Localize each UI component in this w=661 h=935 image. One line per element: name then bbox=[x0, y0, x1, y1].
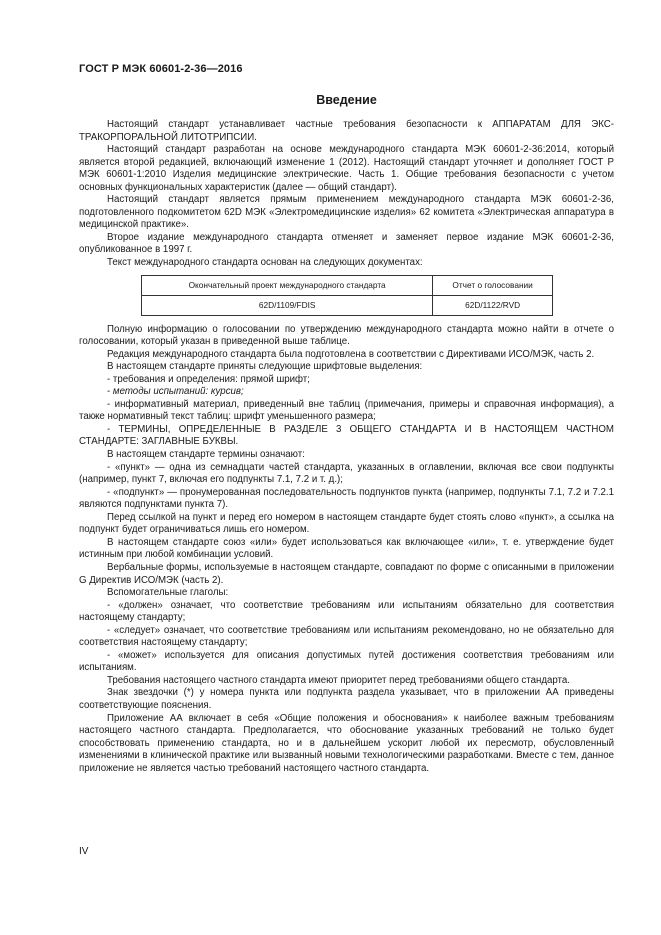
paragraph: - ТЕРМИНЫ, ОПРЕДЕЛЕННЫЕ В РАЗДЕЛЕ 3 ОБЩЕГО СТАНДАРТА И В НАСТОЯЩЕМ ЧАСТНОМ СТАНДАРТЕ: ЗАГЛАВНЫЕ БУКВЫ. bbox=[79, 423, 614, 448]
paragraph: Перед ссылкой на пункт и перед его номером в настоящем стандарте будет стоять слово «пункт», а ссылка на подпункт будет ограничиваться лишь его номером. bbox=[79, 511, 614, 536]
paragraph: - информативный материал, приведенный вне таблиц (примечания, примеры и справочная информация), а также нормативный текст таблиц: шрифт уменьшенного размера; bbox=[79, 398, 614, 423]
standard-header: ГОСТ Р МЭК 60601-2-36—2016 bbox=[79, 63, 243, 75]
paragraph: Знак звездочки (*) у номера пункта или подпункта раздела указывает, что в приложении АА приведены соответствующие пояснения. bbox=[79, 687, 614, 711]
paragraph: - «подпункт» — пронумерованная последовательность подпунктов пункта (например, подпункты 7.1, 7.2 и 7.2.1 являются подпунктами пункта 7). bbox=[79, 486, 614, 511]
paragraph-italic-item bbox=[79, 386, 614, 399]
document-body bbox=[79, 119, 614, 775]
paragraph: - «пункт» — одна из семнадцати частей стандарта, указанных в оглавлении, включая все свои подпункты (например, пункт 7, включая его подпункты 7.1, 7.2 и т. д.); bbox=[79, 461, 614, 486]
paragraph: Настоящий стандарт является прямым применением международного стандарта МЭК 60601-2-36, подготовленного подкомитетом 62D МЭК «Электромедицинские изделия» 62 комитета «Электрическая аппаратура в медицинской практике». bbox=[79, 194, 614, 231]
voting-documents-table bbox=[141, 275, 553, 316]
paragraph: Второе издание международного стандарта отменяет и заменяет первое издание МЭК 60601-2-36, опубликованное в 1997 г. bbox=[79, 231, 614, 256]
paragraph: Вспомогательные глаголы: bbox=[107, 587, 229, 599]
paragraph: - «должен» означает, что соответствие требованиям или испытаниям обязательно для соответствия настоящему стандарту; bbox=[79, 599, 614, 624]
page-number: IV bbox=[79, 846, 89, 857]
italic-text: методы испытаний: курсив; bbox=[112, 386, 244, 398]
paragraph: - «следует» означает, что соответствие требованиям или испытаниям рекомендовано, но не обязательно для соответствия настоящему стандарту; bbox=[79, 624, 614, 649]
paragraph: В настоящем стандарте термины означают: bbox=[107, 449, 305, 461]
paragraph: В настоящем стандарте союз «или» будет использоваться как включающее «или», т. е. утверждение будет истинным при любой комбинации условий. bbox=[79, 536, 614, 561]
paragraph: - требования и определения: прямой шрифт; bbox=[107, 373, 310, 385]
paragraph: Полную информацию о голосовании по утверждению международного стандарта можно найти в отчете о голосовании, который указан в приведенной выше таблице. bbox=[79, 323, 614, 348]
table-header-cell: Отчет о голосовании bbox=[433, 275, 553, 295]
table-row bbox=[142, 295, 553, 315]
paragraph: Требования настоящего частного стандарта имеют приоритет перед требованиями общего стандарта. bbox=[107, 674, 570, 686]
table-cell: 62D/1109/FDIS bbox=[142, 295, 433, 315]
paragraph: Редакция международного стандарта была подготовлена в соответствии с Директивами ИСО/МЭК, часть 2. bbox=[107, 348, 595, 360]
table-header-cell: Окончательный проект международного стандарта bbox=[142, 275, 433, 295]
paragraph: - «может» используется для описания допустимых путей достижения соответствия требованиям или испытаниям. bbox=[79, 649, 614, 674]
paragraph: Вербальные формы, используемые в настоящем стандарте, совпадают по форме с описанными в приложении G Директив ИСО/МЭК (часть 2). bbox=[79, 561, 614, 586]
paragraph: Настоящий стандарт разработан на основе международного стандарта МЭК 60601-2-36:2014, который является второй редакцией, включающий изменение 1 (2012). Настоящий стандарт уточняет и дополняет ГОСТ Р МЭК 60601-1:2010 Изделия медицинские электрические. Часть 1. Общие требования безопасности с учетом основных функциональных характеристик (далее — общий стандарт). bbox=[79, 144, 614, 193]
paragraph: Настоящий стандарт устанавливает частные требования безопасности к АППАРАТАМ ДЛЯ ЭКСТРАКОРПОРАЛЬНОЙ ЛИТОТРИПСИИ. bbox=[79, 119, 614, 143]
list-dash: - bbox=[107, 386, 113, 398]
table-cell: 62D/1122/RVD bbox=[433, 295, 553, 315]
table-header-row bbox=[142, 275, 553, 295]
paragraph: В настоящем стандарте приняты следующие шрифтовые выделения: bbox=[107, 361, 423, 373]
paragraph: Приложение АА включает в себя «Общие положения и обоснования» к наиболее важным требованиям настоящего частного стандарта. Предполагается, что обоснование указанных требований не только будет способствовать применению стандарта, но и в дальнейшем ускорит любой их пересмотр, обусловленный изменениями в клинической практике или вызванный новыми технологическими разработками. Вместе с тем, данное приложение не является частью требований настоящего частного стандарта. bbox=[79, 712, 614, 774]
section-title: Введение bbox=[316, 93, 377, 107]
paragraph: Текст международного стандарта основан на следующих документах: bbox=[107, 257, 423, 269]
